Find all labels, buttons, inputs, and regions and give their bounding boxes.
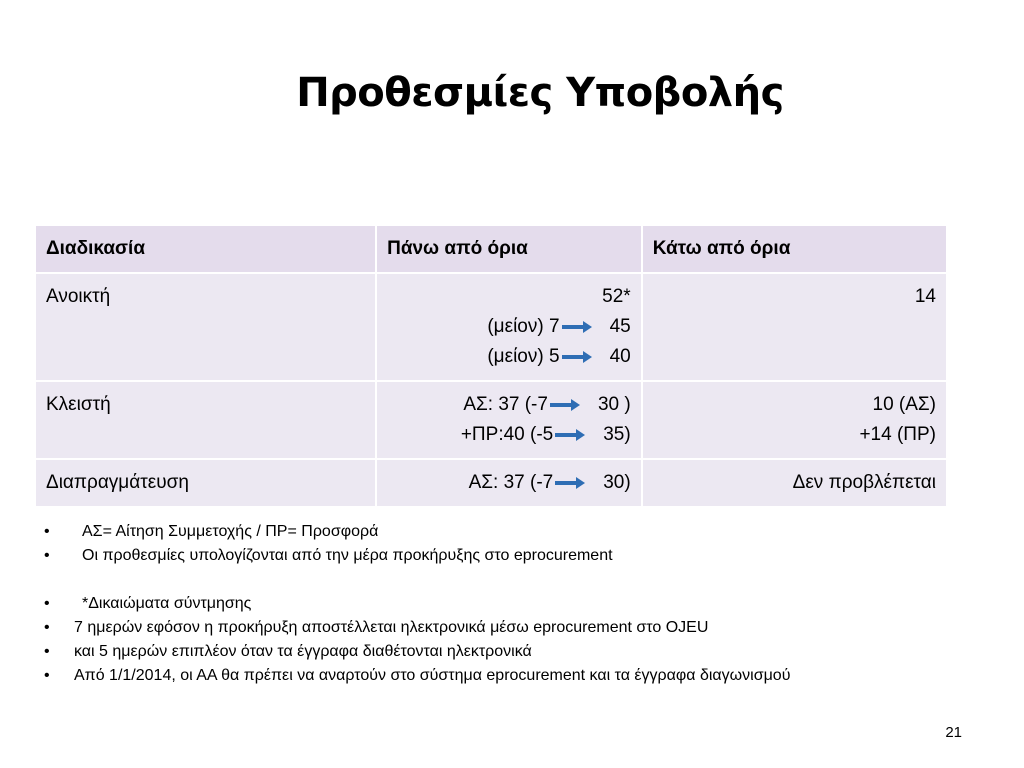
above-thresholds-cell [376, 459, 642, 507]
note-item: • *Δικαιώματα σύντμησης [38, 592, 978, 616]
bullet-icon: • [44, 595, 50, 612]
deadline-line [387, 342, 631, 372]
reduced-deadline-value: 45 [609, 316, 631, 337]
above-thresholds-cell [376, 273, 642, 381]
bullet-icon: • [44, 547, 50, 564]
deadline-value: (μείον) 5 [487, 346, 560, 367]
spacer [38, 568, 978, 592]
note-item: • Από 1/1/2014, οι ΑΑ θα πρέπει να αναρτούν στο σύστημα eprocurement και τα έγγραφα διαγωνισμού [38, 664, 978, 688]
bullet-icon: • [44, 643, 50, 660]
notes-list [38, 520, 978, 688]
deadline-line [387, 420, 631, 450]
table-row [35, 381, 947, 459]
deadline-value: 14 [914, 286, 936, 307]
right-arrow-icon [562, 320, 592, 334]
below-thresholds-cell [642, 273, 947, 381]
note-item: • Οι προθεσμίες υπολογίζονται από την μέρα προκήρυξης στο eprocurement [38, 544, 978, 568]
bullet-icon: • [44, 523, 50, 540]
header-above-thresholds: Πάνω από όρια [376, 225, 642, 273]
page-number: 21 [945, 724, 962, 741]
deadline-value: ΑΣ: 37 (-7 [463, 394, 548, 415]
procedure-cell: Ανοικτή [35, 273, 376, 381]
right-arrow-icon [550, 398, 580, 412]
table-header-row [35, 225, 947, 273]
procedure-cell: Κλειστή [35, 381, 376, 459]
header-procedure: Διαδικασία [35, 225, 376, 273]
deadline-line [387, 312, 631, 342]
deadline-value: +ΠΡ:40 (-5 [460, 424, 554, 445]
below-thresholds-cell [642, 381, 947, 459]
below-thresholds-cell [642, 459, 947, 507]
header-below-thresholds: Κάτω από όρια [642, 225, 947, 273]
deadline-value: ΑΣ: 37 (-7 [468, 472, 554, 493]
deadline-value: (μείον) 7 [487, 316, 560, 337]
procedure-cell: Διαπραγμάτευση [35, 459, 376, 507]
note-item: • και 5 ημερών επιπλέον όταν τα έγγραφα διαθέτονται ηλεκτρονικά [38, 640, 978, 664]
table-row [35, 459, 947, 507]
reduced-deadline-value: 30) [603, 472, 631, 493]
reduced-deadline-value: 35) [603, 424, 631, 445]
above-thresholds-cell [376, 381, 642, 459]
reduced-deadline-value: 30 ) [597, 394, 631, 415]
deadline-value: +14 (ΠΡ) [859, 424, 936, 445]
deadline-value: 10 (ΑΣ) [872, 394, 936, 415]
table-row [35, 273, 947, 381]
note-item: • ΑΣ= Αίτηση Συμμετοχής / ΠΡ= Προσφορά [38, 520, 978, 544]
deadline-value: 52* [602, 286, 631, 307]
deadline-line [387, 282, 631, 312]
note-item: • 7 ημερών εφόσον η προκήρυξη αποστέλλεται ηλεκτρονικά μέσω eprocurement στο OJEU [38, 616, 978, 640]
right-arrow-icon [562, 350, 592, 364]
reduced-deadline-value: 40 [609, 346, 631, 367]
deadline-line [387, 390, 631, 420]
bullet-icon: • [44, 667, 50, 684]
right-arrow-icon [555, 428, 585, 442]
deadline-value: Δεν προβλέπεται [792, 472, 936, 493]
right-arrow-icon [555, 476, 585, 490]
deadlines-table [34, 224, 948, 508]
bullet-icon: • [44, 619, 50, 636]
slide-title: Προθεσμίες Υποβολής [296, 70, 784, 116]
deadline-line [387, 468, 631, 498]
